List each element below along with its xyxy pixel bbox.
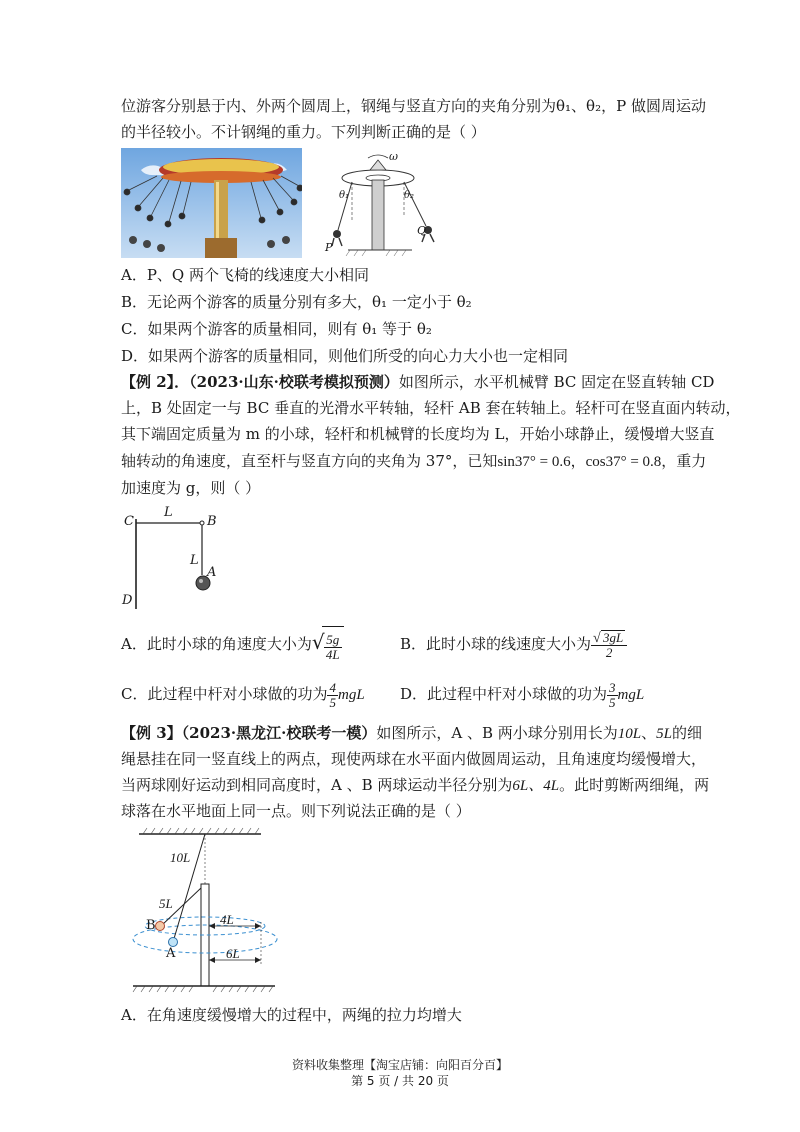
- l-side-label: L: [190, 553, 199, 568]
- r4-label: 4L: [220, 912, 234, 927]
- q1-stem-line-1: 位游客分别悬于内、外两个圆周上，钢绳与竖直方向的夹角分别为θ₁、θ₂，P 做圆周运动: [121, 97, 706, 115]
- swing-ride-photo: [121, 148, 302, 258]
- ex2-option-d: D．此过程中杆对小球做的功为 $\frac{3}{5}$ mgL: [400, 679, 645, 710]
- ex2-option-c: C．此过程中杆对小球做的功为 $\frac{4}{5}$ mgL: [121, 679, 365, 710]
- ex3-tag: 【例 3】（2023·黑龙江·校联考一模）: [121, 724, 377, 742]
- theta1-label: θ₁: [339, 190, 350, 201]
- ex3-stem-line-4: 球落在水平地面上同一点。则下列说法正确的是（ ）: [121, 802, 471, 820]
- ex2-stem-line-2: 上，B 处固定一与 BC 垂直的光滑水平转轴，轻杆 AB 套在转轴上。轻杆可在竖直面内转动，: [121, 399, 741, 417]
- omega-label: ω: [389, 150, 398, 163]
- p-label: P: [325, 241, 333, 254]
- d-label: D: [122, 593, 133, 608]
- sin-value: sin37° = 0.6: [497, 454, 571, 470]
- theta2-label: θ₂: [404, 190, 415, 201]
- a-ball-label: A: [166, 946, 176, 961]
- two-ball-pendulum-diagram: [125, 826, 285, 998]
- q-label: Q: [417, 224, 427, 237]
- ex2-stem-line-1: 【例 2】．（2023·山东·校联考模拟预测）如图所示，水平机械臂 BC 固定在竖直转轴 CD: [121, 373, 715, 391]
- ex2-stem-line-4: 轴转动的角速度，直至杆与竖直方向的夹角为 37°，已知sin37° = 0.6，cos37° = 0.8，重力: [121, 452, 707, 470]
- ex2-stem-line-3: 其下端固定质量为 m 的小球，轻杆和机械臂的长度均为 L，开始小球静止，缓慢增大竖直: [121, 425, 715, 443]
- ex3-stem-line-2: 绳悬挂在同一竖直线上的两点，现使两球在水平面内做圆周运动，且角速度均缓慢增大，: [121, 750, 707, 768]
- c-label: C: [124, 514, 134, 529]
- swing-ride-diagram: [330, 150, 450, 260]
- cos-value: cos37° = 0.8: [585, 454, 662, 470]
- q1-option-d: D．如果两个游客的质量相同，则他们所受的向心力大小也一定相同: [121, 347, 569, 365]
- q1-option-b: B．无论两个游客的质量分别有多大，θ₁ 一定小于 θ₂: [121, 293, 472, 311]
- q1-option-c: C．如果两个游客的质量相同，则有 θ₁ 等于 θ₂: [121, 320, 432, 338]
- ex2-tag: 【例 2】．（2023·山东·校联考模拟预测）: [121, 373, 399, 391]
- a-label: A: [207, 565, 217, 580]
- ex2-stem-line-5: 加速度为 g，则（ ）: [121, 479, 261, 497]
- r6-label: 6L: [226, 946, 240, 961]
- l5-label: 5L: [159, 896, 173, 911]
- ex3-stem-line-1: 【例 3】（2023·黑龙江·校联考一模）如图所示，A 、B 两小球分别用长为10L、5L的细: [121, 724, 702, 742]
- q1-stem-line-2: 的半径较小。不计钢绳的重力。下列判断正确的是（ ）: [121, 123, 486, 141]
- footer-page-number: 第 5 页 / 共 20 页: [351, 1074, 449, 1088]
- q1-option-a: A．P、Q 两个飞椅的线速度大小相同: [121, 266, 369, 284]
- b-ball-label: B: [146, 918, 156, 933]
- l10-label: 10L: [170, 850, 191, 865]
- ex3-stem-line-3: 当两球刚好运动到相同高度时，A 、B 两球运动半径分别为6L、4L。此时剪断两细绳，两: [121, 776, 710, 794]
- ex3-option-a: A．在角速度缓慢增大的过程中，两绳的拉力均增大: [121, 1006, 462, 1024]
- footer-source: 资料收集整理【淘宝店铺：向阳百分百】: [291, 1058, 508, 1072]
- ex2-option-a: A．此时小球的角速度大小为 √ $\frac{5g}{4L}$: [121, 626, 344, 662]
- ex2-option-b: B．此时小球的线速度大小为 √ 3gL 2: [400, 626, 627, 662]
- b-label: B: [207, 514, 217, 529]
- l-top-label: L: [164, 505, 173, 520]
